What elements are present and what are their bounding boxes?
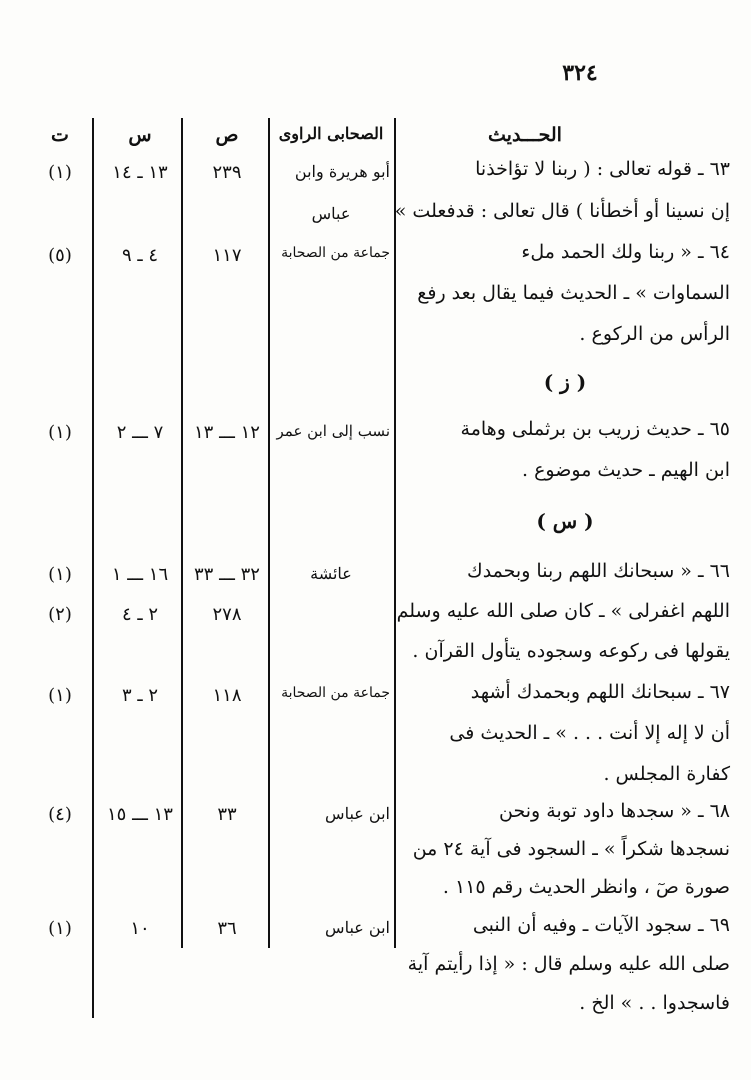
hadith-line: ٦٤ ـ « ربنا ولك الحمد ملء — [521, 241, 730, 263]
hadith-line: كفارة المجلس . — [603, 763, 730, 785]
line-cell: ١٦ ـــ ١ — [111, 564, 169, 585]
narrator-cell: ابن عباس — [325, 804, 390, 823]
header-hadith: الحـــديث — [488, 124, 562, 146]
page-cell: ٢٧٨ — [212, 604, 242, 625]
note-cell: (١) — [48, 422, 72, 443]
header-line: س — [128, 124, 152, 146]
narrator-cell: عباس — [311, 204, 351, 223]
page-cell: ١٢ ـــ ١٣ — [194, 422, 260, 443]
line-cell: ١٣ ـــ ١٥ — [107, 804, 173, 825]
page-cell: ١١٧ — [212, 245, 242, 266]
narrator-cell: أبو هريرة وابن — [294, 162, 390, 181]
hadith-line: ٦٣ ـ قوله تعالى : ( ربنا لا تؤاخذنا — [475, 158, 730, 180]
note-cell: (١) — [48, 918, 72, 939]
hadith-line: ٦٥ ـ حديث زريب بن برثملى وهامة — [460, 418, 730, 440]
note-cell: (٥) — [48, 245, 72, 266]
note-cell: (٢) — [48, 604, 72, 625]
note-cell: (١) — [48, 162, 72, 183]
hadith-line: ٦٩ ـ سجود الآيات ـ وفيه أن النبى — [472, 914, 730, 936]
note-cell: (١) — [48, 564, 72, 585]
hadith-line: السماوات » ـ الحديث فيما يقال بعد رفع — [417, 282, 730, 304]
hadith-line: فاسجدوا . . » الخ . — [579, 992, 730, 1014]
hadith-line: يقولها فى ركوعه وسجوده يتأول القرآن . — [412, 640, 730, 662]
narrator-cell: نسب إلى ابن عمر — [276, 422, 390, 440]
page-cell: ٣٣ — [217, 804, 237, 825]
hadith-line: صورة صٓ ، وانظر الحديث رقم ١١٥ . — [442, 876, 730, 898]
page-cell: ١١٨ — [212, 685, 242, 706]
narrator-cell: ابن عباس — [325, 918, 390, 937]
line-cell: ٤ ـ ٩ — [121, 245, 159, 266]
hadith-line: اللهم اغفرلى » ـ كان صلى الله عليه وسلم — [396, 600, 730, 622]
header-narrator: الصحابى الراوى — [278, 124, 384, 143]
line-cell: ١٠ — [130, 918, 150, 939]
page-cell: ٣٦ — [217, 918, 237, 939]
header-note: ت — [51, 124, 69, 146]
hadith-line: ٦٧ ـ سبحانك اللهم وبحمدك أشهد — [470, 681, 730, 703]
hadith-line: صلى الله عليه وسلم قال : « إذا رأيتم آية — [407, 953, 730, 975]
column-divider — [268, 118, 270, 948]
hadith-line: ٦٨ ـ « سجدها داود توبة ونحن — [499, 800, 730, 822]
narrator-cell: جماعة من الصحابة — [281, 245, 390, 261]
hadith-line: ابن الهيم ـ حديث موضوع . — [522, 459, 730, 481]
page-cell: ٢٣٩ — [212, 162, 242, 183]
column-divider — [92, 118, 94, 1018]
note-cell: (٤) — [48, 804, 72, 825]
hadith-line: ٦٦ ـ « سبحانك اللهم ربنا وبحمدك — [467, 560, 730, 582]
line-cell: ١٣ ـ ١٤ — [112, 162, 168, 183]
line-cell: ٢ ـ ٤ — [121, 604, 159, 625]
hadith-line: أن لا إله إلا أنت . . . » ـ الحديث فى — [449, 722, 730, 744]
header-page: ص — [215, 124, 239, 146]
section-heading: ( ز ) — [543, 370, 587, 394]
page-cell: ٣٢ ـــ ٣٣ — [194, 564, 260, 585]
narrator-cell: عائشة — [310, 564, 352, 583]
hadith-line: إن نسينا أو أخطأنا ) قال تعالى : قدفعلت » — [394, 200, 730, 222]
section-heading: ( س ) — [536, 509, 594, 533]
hadith-line: نسجدها شكراً » ـ السجود فى آية ٢٤ من — [412, 838, 730, 860]
line-cell: ٢ ـ ٣ — [121, 685, 159, 706]
narrator-cell: جماعة من الصحابة — [281, 685, 390, 701]
note-cell: (١) — [48, 685, 72, 706]
line-cell: ٧ ـــ ٢ — [116, 422, 164, 443]
page-number: ٣٢٤ — [562, 60, 598, 86]
hadith-line: الرأس من الركوع . — [579, 323, 730, 345]
column-divider — [394, 118, 396, 948]
